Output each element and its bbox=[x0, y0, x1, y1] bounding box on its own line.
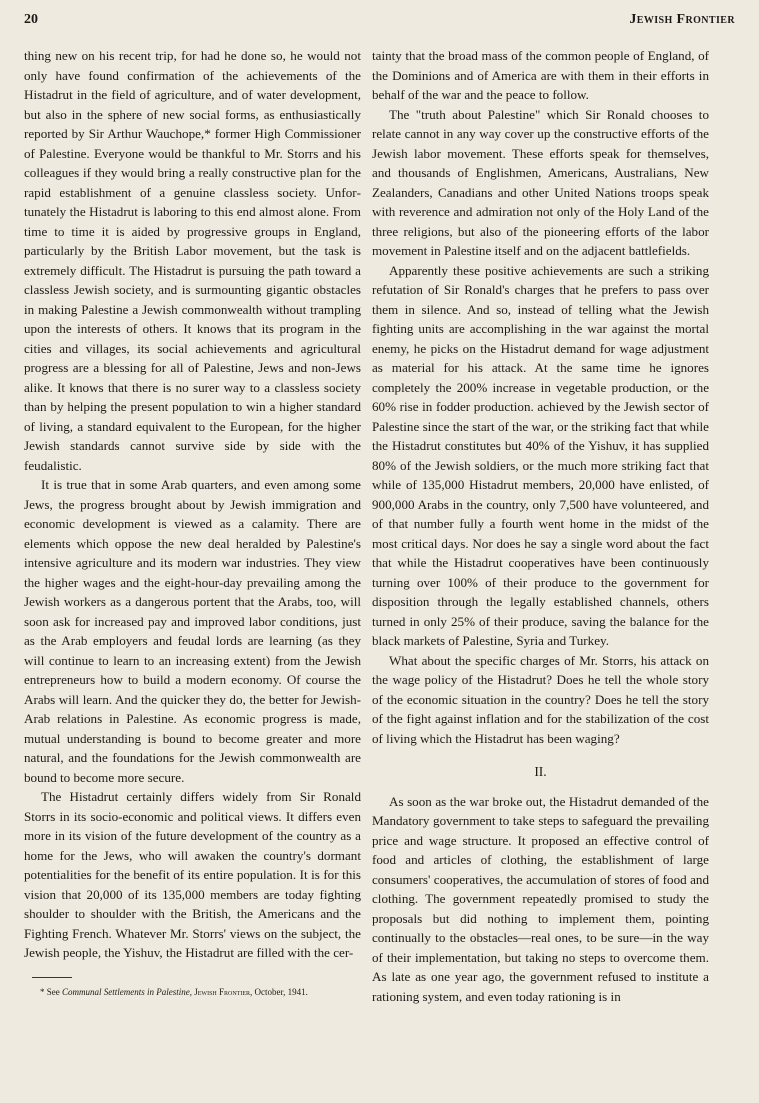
footnote-rule bbox=[32, 977, 72, 978]
footnote-title: Communal Settlements in Palestine, bbox=[62, 986, 192, 997]
running-head: Jewish Frontier bbox=[629, 12, 735, 27]
left-column bbox=[24, 46, 361, 998]
page-header bbox=[24, 12, 735, 36]
paragraph: It is true that in some Arab quarters, and even among some Jews, the progress brought about by Jewish immigration and economic development is viewed as a calamity. There are elements which oppose the new deal heralded by Palestine's intensive agriculture and its modern war industries. They view the higher wages and the eight-hour-day prevailing among the Jewish workers as a dangerous portent that the Arabs, too, will soon ask for increased pay and improved labor conditions, just as the Arab employers and feudal lords are learning (as they will continue to learn to an increasing extent) from the Jewish entrepreneurs how to build a modern economy. Of course the Arabs will learn. And the quicker they do, the better for Jewish-Arab relations in Palestine. As economic progress is made, mutual understanding is bound to become greater and more natural, and the foundations for the Jewish commonwealth are bound to become more secure. bbox=[24, 477, 361, 785]
paragraph: The "truth about Palestine" which Sir Ronald chooses to relate cannot in any way cover up the constructive efforts of the Jewish labor movement. These efforts speak for themselves, and thousands of Englishmen, Americans, Australians, New Zealanders, Canadians and other United Nations troops speak with reverence and admiration not only of the Holy Land of the three religions, but also of the pioneering efforts of the labor movement in Palestine itself and on the adjacent battlefields. bbox=[372, 106, 709, 258]
page-number: 20 bbox=[24, 12, 38, 27]
section-heading: II. bbox=[534, 764, 547, 779]
footnote bbox=[24, 986, 361, 998]
paragraph: As soon as the war broke out, the Histadrut demanded of the Mandatory government to take steps to safeguard the prevailing price and wage structure. It proposed an effective control of food and articles of clothing, the establishment of large consumers' cooperatives, the accumulation of stores of food and clothing. The government repeatedly promised to study the proposals but did nothing to implement them, pointing continually to the obstacles—real ones, to be sure—in the way of their implementation, but taking no steps to overcome them. As late as one year ago, the government refused to institute a rationing system, and even today rationing is in bbox=[372, 793, 709, 1004]
footnote-date: October, 1941. bbox=[252, 986, 308, 997]
footnote-source: Jewish Frontier, bbox=[191, 986, 253, 997]
footnote-prefix: * See bbox=[40, 986, 62, 997]
right-column bbox=[372, 46, 709, 1006]
paragraph: The Histadrut certainly differs widely from Sir Ronald Storrs in its socio-economic and political views. It differs even more in its vision of the future development of the country as a home for the Jews, who will awaken the country's dormant potentialities for the benefit of its entire population. It is for this vision that 20,000 of its 135,000 members are today fighting shoulder to shoulder with the British, the Americans and the Fighting French. Whatever Mr. Storrs' views on the subject, the Jewish people, the Yishuv, the Histadrut are filled with the cer- bbox=[24, 789, 361, 960]
paragraph: thing new on his recent trip, for had he done so, he would not only have found confirmation of the achievements of the Histadrut in the field of agriculture, and of water development, but also in the sphere of new social forms, as enthusiastically reported by Sir Arthur Wauchope,* former High Commissioner of Palestine. Everyone would be thankful to Mr. Storrs and his colleagues if they would bring a really constructive plan for the rapid establishment of a genuine classless society. Unfortunately the Histadrut is laboring to this end almost alone. From time to time it is aided by progressive groups in England, particularly by the British Labor movement, but the task is extremely difficult. The Histadrut is pursuing the path toward a classless Jewish society, and is surmounting gigantic obstacles in making Palestine a Jewish commonwealth without trampling upon the interests of others. It knows that its program in the cities and villages, its social achievements and agricultural progress are a blessing for all of Palestine, Jews and non-Jews alike. It knows that there is no surer way to a classless society than by helping the present population to win a higher standard of living, a standard equivalent to the European, for the higher Jewish standards cannot survive side by side with the feudalistic. bbox=[24, 48, 361, 473]
paragraph: Apparently these positive achievements are such a striking refutation of Sir Ronald's charges that he prefers to pass over them in silence. And so, instead of telling what the Jewish fighting units are accomplishing in the war against the mortal enemy, he picks on the Histadrut demand for wage adjustment as material for his attack. At the same time he ignores completely the 200% increase in vegetable production, or the 60% rise in fodder production. achieved by the Jewish sector of Palestine since the start of the war, or the striking fact that while the Histadrut constitutes but 40% of the Yishuv, it has supplied 80% of the Jewish soldiers, or the much more striking fact that while of 135,000 Histadrut members, 20,000 have enlisted, of 900,000 Arabs in the country, only 7,500 have volunteered, and of that number fully a fourth went home in the midst of the most critical days. Nor does he say a single word about the fact that while the Histadrut cooperatives have been continuously turning over 100% of their produce to the government for disposition through the legally established channels, others turned in only 25% of their produce, saving the balance for the black markets of Palestine, Syria and Turkey. bbox=[372, 262, 709, 648]
paragraph: tainty that the broad mass of the common people of England, of the Dominions and of America are with them in their efforts in behalf of the war and the peace to follow. bbox=[372, 48, 709, 102]
paragraph: What about the specific charges of Mr. Storrs, his attack on the wage policy of the Histadrut? Does he tell the whole story of the economic situation in the country? Does he tell the story of the fight against inflation and for the stabilization of the cost of living which the Histadrut has been waging? bbox=[372, 652, 709, 746]
